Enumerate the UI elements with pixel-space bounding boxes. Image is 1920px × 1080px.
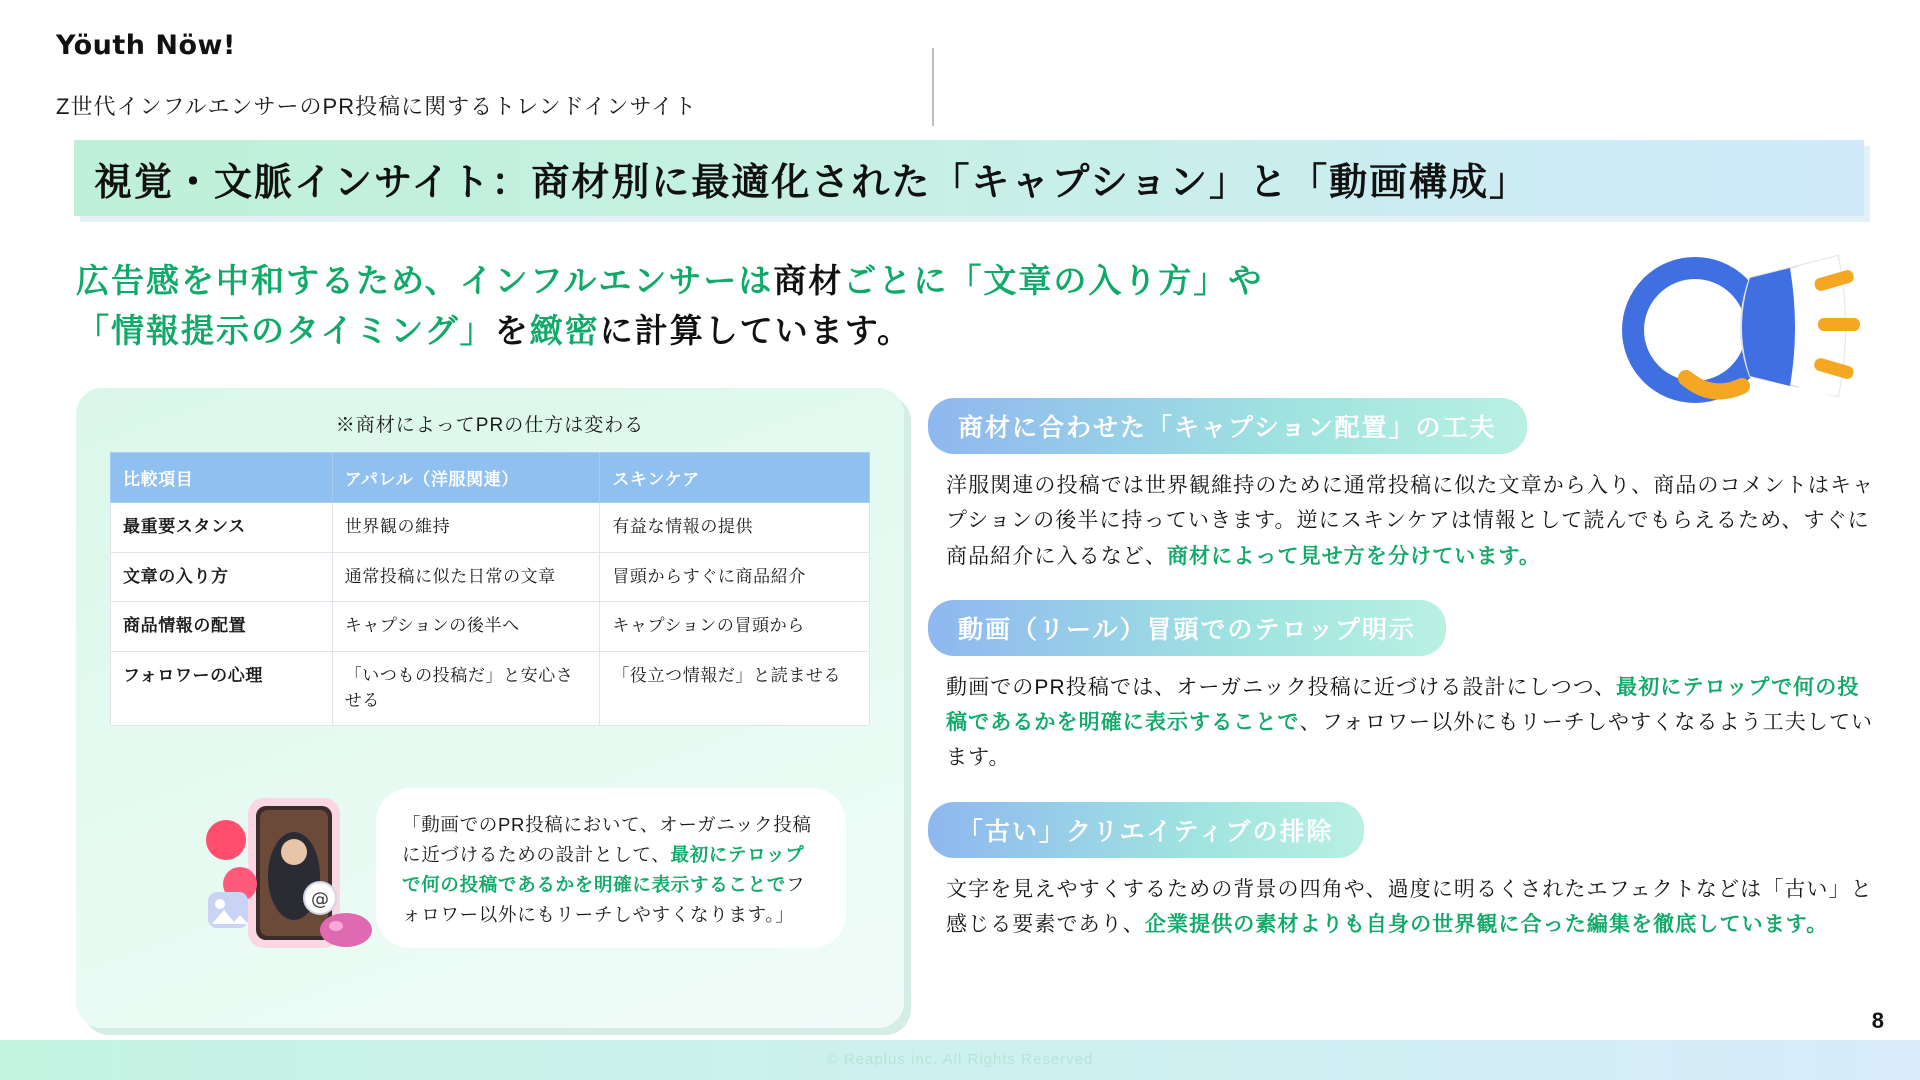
lead-line1-part2: 商材 xyxy=(773,262,844,299)
footer-copyright: © Reaplus inc. All Rights Reserved xyxy=(826,1051,1094,1068)
table-cell: 「いつもの投稿だ」と安心させる xyxy=(332,651,600,725)
quote-part1: 「動画でのPR投稿において、オーガニック投稿に近づけるための設計として、 xyxy=(402,814,812,865)
body-part2: 、フォロワー以外にもリーチしやすくなるよう工夫しています。 xyxy=(946,711,1874,770)
lead-line2-part4: に計算しています。 xyxy=(599,311,913,349)
comparison-table xyxy=(110,452,870,726)
lead-line2-part3: 緻密 xyxy=(529,311,600,349)
section-pill-reel-telop: 動画（リール）冒頭でのテロップ明示 xyxy=(928,600,1446,656)
page-number: 8 xyxy=(1871,1008,1884,1033)
megaphone-icon xyxy=(1600,238,1860,418)
table-cell: 冒頭からすぐに商品紹介 xyxy=(600,552,870,602)
table-header-cell: アパレル（洋服関連） xyxy=(332,453,600,503)
lead-line2-part2: を xyxy=(494,311,530,349)
body-highlight: 商材によって見せ方を分けています。 xyxy=(1167,544,1542,568)
table-row xyxy=(111,602,870,652)
slide-title-band xyxy=(74,140,1864,216)
table-row xyxy=(111,651,870,725)
section-body-reel-telop xyxy=(946,670,1876,776)
lead-line1-part1: 広告感を中和するため、インフルエンサーは xyxy=(76,262,774,299)
lead-line2-part1: 「情報提示のタイミング」 xyxy=(76,311,495,349)
table-header-cell: 比較項目 xyxy=(111,453,333,503)
table-header-cell: スキンケア xyxy=(600,453,870,503)
smartphone-illustration-icon xyxy=(196,780,386,960)
table-note: ※商材によってPRの仕方は変わる xyxy=(335,415,645,436)
page-title: 視覚・文脈インサイト：商材別に最適化された「キャプション」と「動画構成」 xyxy=(94,161,1530,204)
svg-text:@: @ xyxy=(311,889,329,910)
lead-copy xyxy=(76,256,1516,355)
body-highlight: 企業提供の素材よりも自身の世界観に合った編集を徹底しています。 xyxy=(1144,912,1829,936)
section-body-old-creative xyxy=(946,872,1876,943)
body-highlight: 最初にテロップで何の投稿であるかを明確に表示することで xyxy=(946,675,1860,735)
right-column xyxy=(928,398,1888,968)
table-cell: 「役立つ情報だ」と読ませる xyxy=(600,651,870,725)
table-cell: 通常投稿に似た日常の文章 xyxy=(332,552,600,602)
body-part1: 動画でのPR投稿では、オーガニック投稿に近づける設計にしつつ、 xyxy=(946,675,1617,699)
left-panel xyxy=(76,388,904,1028)
body-part1: 文字を見えやすくするための背景の四角や、過度に明るくされたエフェクトなどは「古い」と感じる要素であり、 xyxy=(946,877,1873,936)
table-cell: 世界観の維持 xyxy=(332,503,600,553)
body-part1: 洋服関連の投稿では世界観維持のために通常投稿に似た文章から入り、商品のコメントはキャプションの後半に持っていきます。逆にスキンケアは情報として読んでもらえるため、すぐに商品紹介に入るなど、 xyxy=(946,474,1875,568)
brand-logo: Yöuth Nöw! xyxy=(56,30,236,61)
brand-subtitle: Z世代インフルエンサーのPR投稿に関するトレンドインサイト xyxy=(56,94,697,119)
table-row xyxy=(111,552,870,602)
section-body-caption-placement xyxy=(946,468,1876,574)
table-cell: 最重要スタンス xyxy=(111,503,333,553)
quote-part2: フォロワー以外にもリーチしやすくなります。」 xyxy=(402,873,806,925)
table-cell: キャプションの後半へ xyxy=(332,602,600,652)
table-cell: 文章の入り方 xyxy=(111,552,333,602)
quote-highlight: 最初にテロップで何の投稿であるかを明確に表示することで xyxy=(402,843,805,895)
table-cell: 商品情報の配置 xyxy=(111,602,333,652)
quote-bubble xyxy=(376,788,846,948)
table-cell: フォロワーの心理 xyxy=(111,651,333,725)
table-cell: 有益な情報の提供 xyxy=(600,503,870,553)
lead-line1-part3: ごとに「文章の入り方」や xyxy=(843,262,1264,299)
table-cell: キャプションの冒頭から xyxy=(600,602,870,652)
section-pill-old-creative: 「古い」クリエイティブの排除 xyxy=(928,802,1364,858)
header-divider xyxy=(932,48,934,126)
table-row xyxy=(111,503,870,553)
table-header-row xyxy=(111,453,870,503)
section-pill-caption-placement: 商材に合わせた「キャプション配置」の工夫 xyxy=(928,398,1527,454)
